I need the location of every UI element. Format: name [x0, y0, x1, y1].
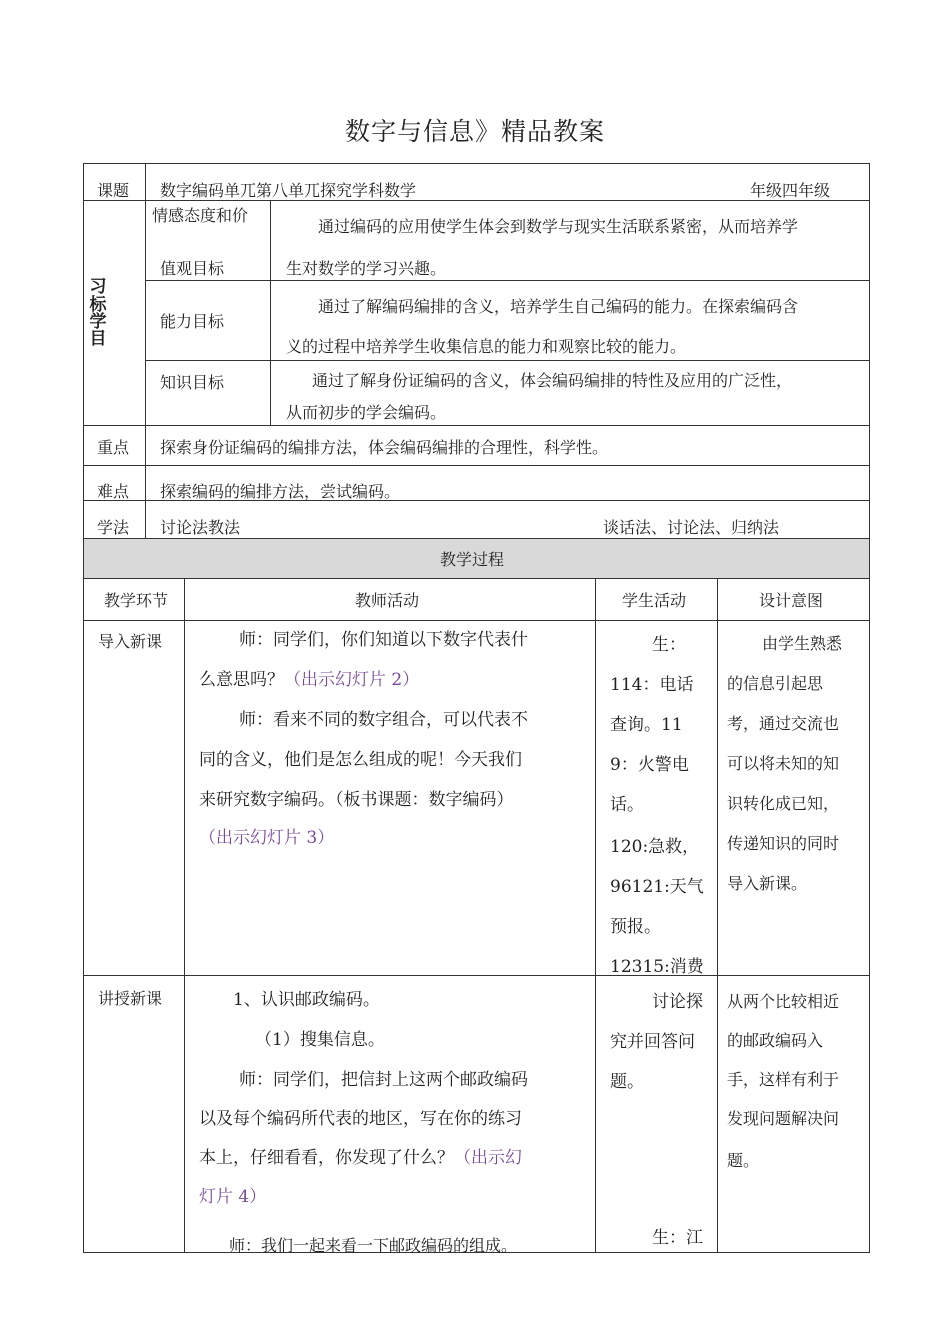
column-header: 教师活动: [355, 591, 420, 610]
student-line: 生：江: [652, 1228, 703, 1248]
table-rule: [83, 425, 870, 426]
method-label: 学法: [97, 518, 130, 537]
goals-side-char: 习: [89, 277, 107, 297]
student-line: 话。: [610, 795, 644, 815]
student-line: 120:急救，: [610, 837, 700, 857]
table-rule: [595, 578, 596, 1253]
student-line: 9：火警电: [610, 755, 689, 775]
slide-ref: （出示幻灯片 2）: [284, 670, 420, 690]
goals-side-char: 学: [89, 312, 107, 332]
intent-line: 由学生熟悉: [762, 634, 843, 653]
slide-ref: （出示幻灯片 3）: [199, 828, 335, 848]
goal-label: 能力目标: [160, 312, 225, 331]
intent-line: 可以将未知的知: [727, 754, 840, 773]
page-title: 数字与信息》精品教案: [344, 117, 605, 146]
stage-label: 导入新课: [98, 632, 163, 651]
table-rule: [83, 538, 870, 539]
table-rule: [717, 578, 718, 1253]
intent-line: 考，通过交流也: [727, 714, 840, 733]
table-rule: [83, 465, 870, 466]
student-line: 预报。: [610, 917, 661, 937]
student-line: 生：: [652, 635, 686, 655]
student-line: 题。: [610, 1072, 644, 1092]
table-rule: [869, 163, 870, 1253]
topic-label: 课题: [97, 181, 130, 200]
method-value: 讨论法教法: [160, 518, 241, 537]
teacher-line: [199, 818, 334, 858]
teacher-line: 师：看来不同的数字组合，可以代表不: [239, 710, 528, 730]
table-rule: [83, 163, 84, 1253]
teacher-line: 师：同学们，你们知道以下数字代表什: [239, 630, 528, 650]
table-rule: [83, 578, 870, 579]
key-point-value: 探索身份证编码的编排方法，体会编码编排的合理性，科学性。: [160, 438, 609, 457]
student-line: 12315:消费: [610, 957, 704, 975]
stage-label: 讲授新课: [98, 989, 163, 1008]
intent-line: 题。: [727, 1151, 760, 1170]
column-header: 教学环节: [104, 591, 169, 610]
goal-text: 义的过程中培养学生收集信息的能力和观察比较的能力。: [286, 337, 687, 356]
student-line: 96121:天气: [610, 877, 704, 897]
teacher-line: 同的含义，他们是怎么组成的呢！今天我们: [199, 750, 522, 770]
student-line: 究并回答问: [610, 1032, 695, 1052]
teacher-line: （1）搜集信息。: [255, 1030, 385, 1050]
teacher-line: 师：我们一起来看一下邮政编码的组成。: [229, 1236, 518, 1255]
process-heading: 教学过程: [440, 550, 505, 569]
slide-ref: 灯片 4）: [199, 1187, 267, 1207]
difficulty-label: 难点: [97, 482, 130, 501]
grade-value: 年级四年级: [750, 181, 831, 200]
intent-line: 导入新课。: [727, 874, 808, 893]
topic-value: 数字编码单兀第八单兀探究学科数学: [160, 181, 417, 200]
student-line: 114：电话: [610, 675, 694, 695]
goal-text: 通过了解编码编排的含义，培养学生自己编码的能力。在探索编码含: [318, 297, 799, 316]
difficulty-value: 探索编码的编排方法，尝试编码。: [160, 482, 401, 501]
intent-line: 手，这样有利于: [727, 1070, 840, 1089]
table-rule: [83, 975, 870, 976]
teacher-line: 么意思吗？（出示幻灯片 2）: [199, 670, 420, 690]
table-rule: [270, 200, 271, 425]
teacher-line: 1、认识邮政编码。: [233, 990, 380, 1010]
table-rule: [145, 360, 870, 361]
intent-line: 识转化成已知，: [727, 794, 840, 813]
goal-text: 通过编码的应用使学生体会到数学与现实生活联系紧密，从而培养学: [318, 217, 799, 236]
table-rule: [184, 578, 185, 1253]
teacher-line: 来研究数字编码。（板书课题：数字编码）: [199, 790, 514, 810]
goal-text: 从而初步的学会编码。: [286, 403, 447, 422]
goals-side-char: 标: [89, 295, 107, 315]
goal-label: 情感态度和价: [152, 206, 249, 225]
goals-side-char: 目: [89, 329, 107, 349]
teacher-line: 师：同学们，把信封上这两个邮政编码: [239, 1070, 528, 1090]
intent-line: 的邮政编码入: [727, 1031, 824, 1050]
table-rule: [145, 280, 870, 281]
teacher-line: [199, 1177, 266, 1217]
column-header: 学生活动: [622, 591, 687, 610]
column-header: 设计意图: [759, 591, 824, 610]
method-extra: 谈话法、讨论法、归纳法: [603, 518, 780, 537]
slide-ref: （出示幻: [454, 1148, 522, 1168]
table-rule: [145, 163, 146, 538]
intent-line: 传递知识的同时: [727, 834, 840, 853]
student-line: 查询。11: [610, 715, 683, 735]
goal-label: 值观目标: [160, 259, 225, 278]
key-point-label: 重点: [97, 438, 130, 457]
teacher-line: 本上，仔细看看，你发现了什么？（出示幻: [199, 1148, 522, 1168]
intent-line: 的信息引起思: [727, 674, 824, 693]
table-rule: [83, 163, 870, 164]
intent-line: 发现问题解决问: [727, 1109, 840, 1128]
student-line: 讨论探: [652, 992, 703, 1012]
goal-text: 生对数学的学习兴趣。: [286, 259, 447, 278]
goal-label: 知识目标: [160, 373, 225, 392]
teacher-line: 以及每个编码所代表的地区，写在你的练习: [199, 1109, 522, 1129]
goal-text: 通过了解身份证编码的含义，体会编码编排的特性及应用的广泛性，: [312, 371, 793, 390]
intent-line: 从两个比较相近: [727, 992, 840, 1011]
